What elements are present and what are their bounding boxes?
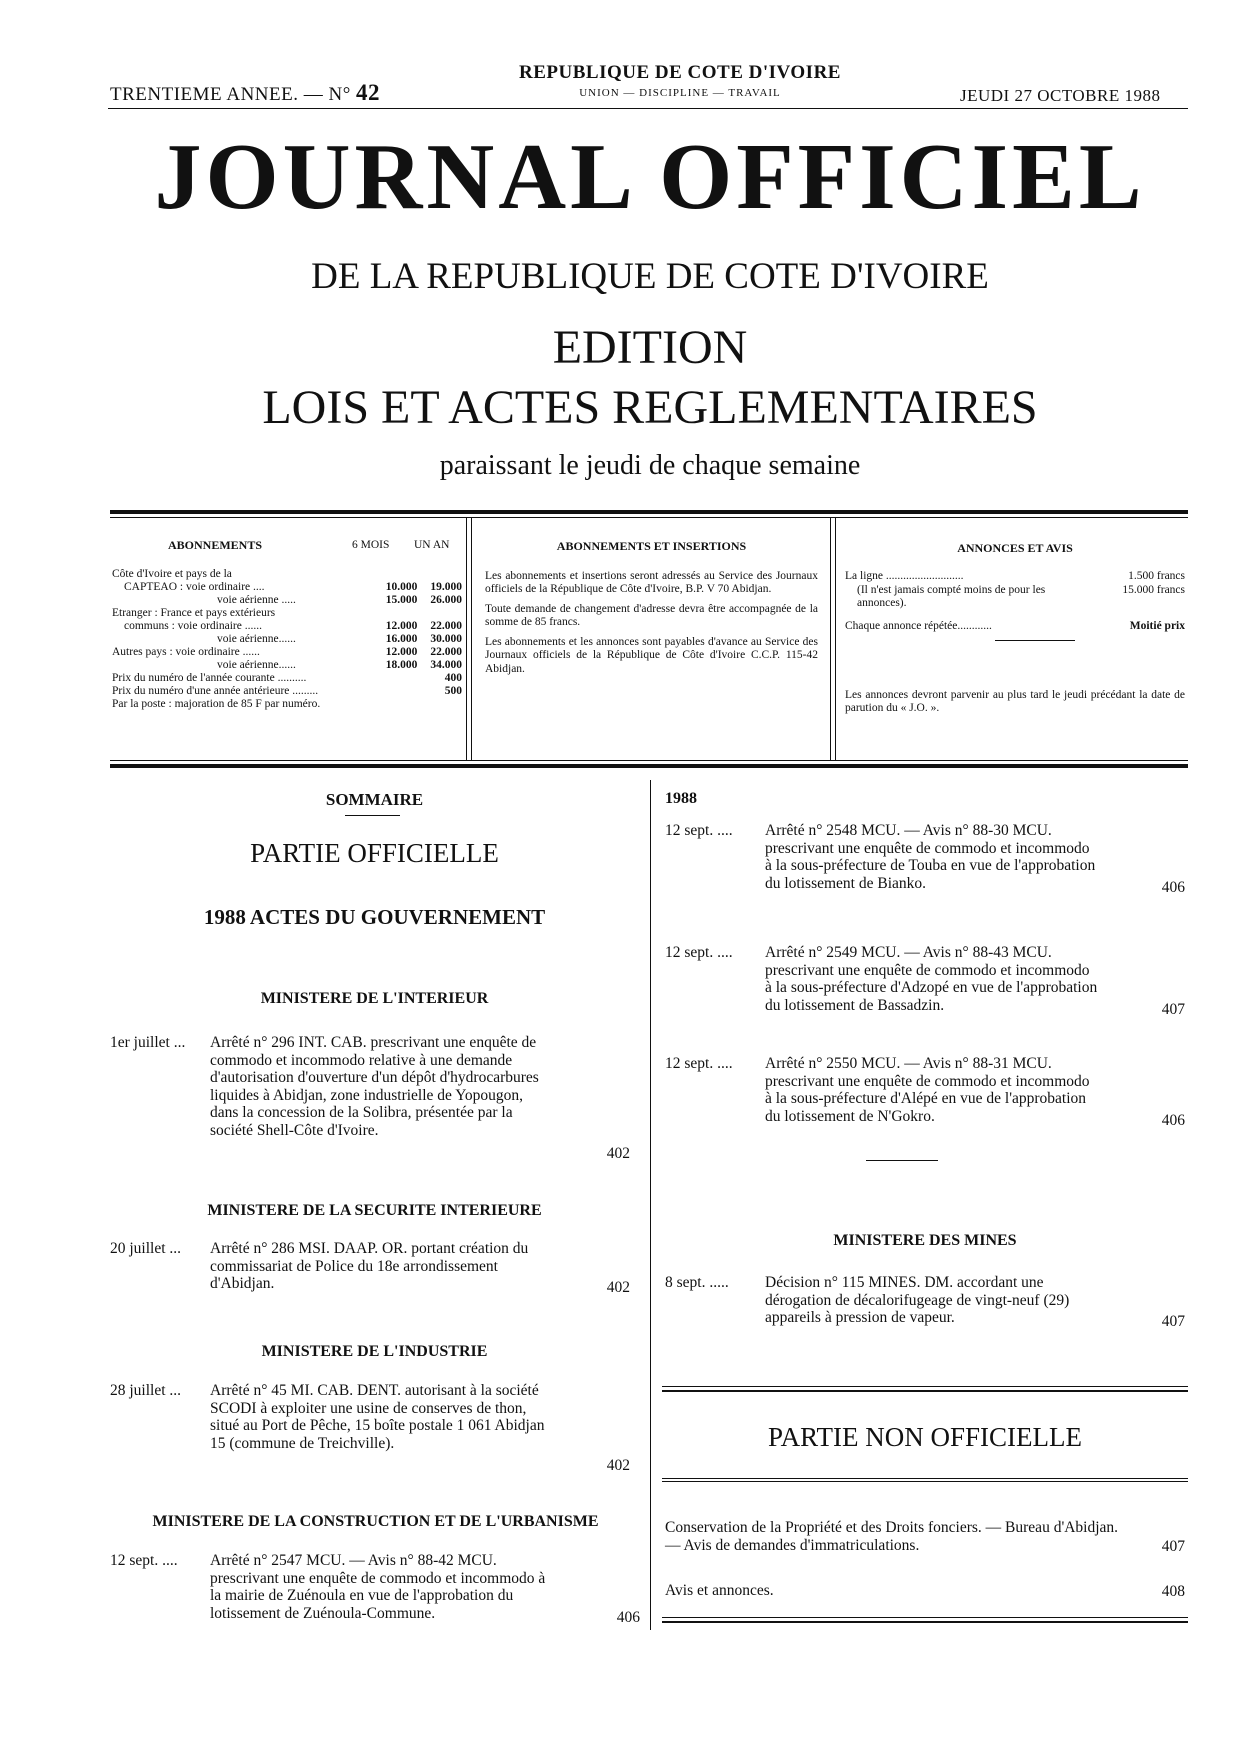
actes-heading: 1988 ACTES DU GOUVERNEMENT [203, 905, 546, 929]
table-cell: 15.000 [385, 594, 418, 606]
box-bottom-rule-thin [110, 760, 1188, 761]
table-row [112, 633, 462, 646]
issue-number-value: 42 [356, 80, 381, 105]
repete-price: Moitié prix [1129, 619, 1185, 632]
entry-date: 12 sept. .... [665, 1055, 733, 1072]
divider [662, 1386, 1188, 1387]
table-cell: communs : voie ordinaire ...... [124, 620, 262, 632]
entry-page: 407 [1161, 1537, 1185, 1555]
entry-date: 12 sept. .... [110, 1552, 178, 1569]
column-divider [650, 780, 651, 1630]
edition-name: LOIS ET ACTES REGLEMENTAIRES [262, 381, 1038, 434]
entry-page: 402 [606, 1144, 630, 1162]
entry-date: 12 sept. .... [665, 944, 733, 961]
box-bottom-rule [110, 764, 1188, 768]
edition-label: EDITION [552, 321, 748, 374]
table-cell: Prix du numéro d'une année antérieure ......... [112, 685, 319, 697]
subscriptions-heading: ABONNEMENTS [168, 538, 263, 552]
entry-text: Arrêté n° 45 MI. CAB. DENT. autorisant à la société SCODI à exploiter une usine de conserves de thon, situé au Port de Pêche, 15 boîte postale 1 061 Abidjan 15 (commune de Treichville). [210, 1382, 545, 1452]
year-heading: 1988 [665, 790, 697, 807]
insertions-panel [485, 540, 818, 676]
entry-date: 1er juillet ... [110, 1034, 186, 1051]
box-divider [830, 518, 831, 760]
entry-page: 402 [606, 1278, 630, 1296]
list-item [665, 1274, 1185, 1330]
box-divider [835, 518, 836, 760]
partie-non-officielle-heading: PARTIE NON OFFICIELLE [768, 1422, 1082, 1452]
ligne-label: La ligne ........................... [845, 569, 964, 582]
table-cell: 22.000 [430, 620, 462, 632]
table-cell: 19.000 [430, 581, 462, 593]
list-item [110, 1552, 640, 1626]
divider [662, 1617, 1188, 1618]
entry-text: Décision n° 115 MINES. DM. accordant une dérogation de décalorifugeage de vingt-neuf (29) appareils à pression de vapeur. [765, 1274, 1070, 1326]
entry-text: Arrêté n° 286 MSI. DAAP. OR. portant création du commissariat de Police du 18e arrondissement d'Abidjan. [210, 1240, 529, 1292]
entry-text: Arrêté n° 2548 MCU. — Avis n° 88-30 MCU. prescrivant une enquête de commodo et incommodo à la sous-préfecture de Touba en vue de l'approbation du lotissement de Bianko. [765, 822, 1096, 892]
insertions-heading: ABONNEMENTS ET INSERTIONS [556, 539, 747, 553]
issue-date: JEUDI 27 OCTOBRE 1988 [960, 86, 1161, 105]
table-cell: 22.000 [430, 646, 462, 658]
republic-header [440, 62, 920, 99]
issue-number [110, 80, 380, 106]
divider [662, 1621, 1188, 1623]
table-cell [417, 698, 462, 711]
col-6mois: 6 MOIS [352, 539, 390, 551]
list-item [665, 1055, 1185, 1129]
table-cell: 12.000 [385, 646, 418, 658]
insertions-address: Les abonnements et insertions seront adressés au Service des Journaux officiels de la République de Côte d'Ivoire, B.P. V 70 Abidjan. [485, 569, 818, 595]
ministere-industrie: MINISTERE DE L'INDUSTRIE [261, 1343, 488, 1360]
entry-text: Arrêté n° 2547 MCU. — Avis n° 88-42 MCU. prescrivant une enquête de commodo et incommodo à la mairie de Zuénoula en vue de l'approbation du lotissement de Zuénoula-Commune. [210, 1552, 546, 1622]
table-row [112, 581, 462, 594]
table-row [112, 646, 462, 659]
table-cell [370, 672, 417, 685]
entry-date: 12 sept. .... [665, 822, 733, 839]
table-row [112, 685, 462, 698]
table-cell: 16.000 [385, 633, 418, 645]
table-row [112, 568, 462, 581]
table-cell [417, 568, 462, 581]
entry-text: Conservation de la Propriété et des Droits fonciers. — Bureau d'Abidjan. — Avis de demandes d'immatriculations. [665, 1519, 1119, 1554]
table-cell [370, 568, 417, 581]
entry-text: Arrêté n° 2550 MCU. — Avis n° 88-31 MCU. prescrivant une enquête de commodo et incommodo à la sous-préfecture d'Alépé en vue de l'approbation du lotissement de N'Gokro. [765, 1055, 1090, 1125]
table-cell: 30.000 [430, 633, 462, 645]
table-cell: Etranger : France et pays extérieurs [112, 607, 276, 619]
table-cell: Prix du numéro de l'année courante .......... [112, 672, 307, 684]
table-cell: Autres pays : voie ordinaire ...... [112, 646, 260, 658]
box-top-rule [110, 510, 1188, 514]
table-cell [417, 607, 462, 620]
table-cell: Côte d'Ivoire et pays de la [112, 568, 232, 580]
list-item [665, 944, 1185, 1018]
list-item [665, 822, 1185, 896]
table-cell: 10.000 [385, 581, 418, 593]
box-top-rule-thin [110, 517, 1188, 518]
divider [345, 815, 400, 816]
box-divider [466, 518, 467, 760]
box-divider [471, 518, 472, 760]
table-cell [370, 685, 417, 698]
ligne-price: 1.500 francs [1128, 569, 1185, 582]
repete-label: Chaque annonce répétée............ [845, 619, 992, 632]
ligne-min: 15.000 francs [1122, 583, 1185, 596]
subscription-table [112, 568, 462, 711]
divider [662, 1481, 1188, 1482]
entry-date: 20 juillet ... [110, 1240, 182, 1257]
entry-text: Avis et annonces. [665, 1582, 774, 1599]
entry-page: 406 [1161, 878, 1185, 896]
table-row [112, 594, 462, 607]
table-cell [370, 607, 417, 620]
entry-page: 406 [616, 1608, 640, 1626]
journal-subtitle: DE LA REPUBLIQUE DE COTE D'IVOIRE [311, 256, 989, 297]
republic-name: REPUBLIQUE DE COTE D'IVOIRE [519, 62, 841, 83]
divider [108, 108, 1188, 109]
table-cell: 12.000 [385, 620, 418, 632]
entry-date: 28 juillet ... [110, 1382, 182, 1399]
table-cell: 26.000 [430, 594, 462, 606]
partie-officielle-heading: PARTIE OFFICIELLE [250, 838, 499, 868]
list-item [665, 1519, 1185, 1555]
table-cell: 400 [444, 672, 462, 684]
entry-text: Arrêté n° 296 INT. CAB. prescrivant une enquête de commodo et incommodo relative à une demande d'autorisation d'ouverture d'un dépôt d'hydrocarbures liquides à Abidjan, zone industrielle de Yopougon, dans la concession de la Solibra, présentée par la société Shell-Côte d'Ivoire. [210, 1034, 539, 1139]
ligne-note: (Il n'est jamais compté moins de pour les annonces). [857, 583, 1046, 609]
entry-page: 407 [1161, 1000, 1185, 1018]
entry-page: 402 [606, 1456, 630, 1474]
annonces-heading: ANNONCES ET AVIS [957, 541, 1073, 555]
list-item [110, 1034, 640, 1162]
entry-page: 406 [1161, 1111, 1185, 1129]
insertions-payment: Les abonnements et les annonces sont payables d'avance au Service des Journaux officiels de la République de Côte d'Ivoire C.C.P. 115-42 Abidjan. [485, 635, 818, 675]
issue-label: TRENTIEME ANNEE. — N° [110, 84, 351, 105]
ministere-interieur: MINISTERE DE L'INTERIEUR [260, 990, 489, 1007]
table-row [112, 607, 462, 620]
ministere-securite: MINISTERE DE LA SECURITE INTERIEURE [207, 1202, 542, 1219]
publication-frequency: paraissant le jeudi de chaque semaine [439, 450, 861, 481]
table-cell: CAPTEAO : voie ordinaire .... [124, 581, 265, 593]
table-cell: 34.000 [430, 659, 462, 671]
ministere-construction: MINISTERE DE LA CONSTRUCTION ET DE L'URBANISME [152, 1513, 599, 1530]
table-cell: voie aérienne...... [217, 633, 296, 645]
ministere-mines: MINISTERE DES MINES [833, 1232, 1017, 1249]
list-item [110, 1240, 640, 1296]
table-cell: 500 [444, 685, 462, 697]
divider [662, 1390, 1188, 1392]
table-cell: 18.000 [385, 659, 418, 671]
annonces-deadline: Les annonces devront parvenir au plus tard le jeudi précédant la date de parution du « J.O. ». [845, 688, 1185, 714]
table-cell: Par la poste : majoration de 85 F par numéro. [112, 698, 321, 710]
insertions-change-address: Toute demande de changement d'adresse devra être accompagnée de la somme de 85 francs. [485, 602, 818, 628]
table-row [112, 659, 462, 672]
motto: UNION — DISCIPLINE — TRAVAIL [579, 87, 781, 99]
table-row [112, 620, 462, 633]
col-un-an: UN AN [414, 539, 450, 551]
table-cell: voie aérienne ..... [217, 594, 296, 606]
entry-page: 408 [1161, 1582, 1185, 1600]
table-row [112, 672, 462, 685]
list-item [665, 1582, 1185, 1600]
annonces-panel [845, 542, 1185, 716]
table-cell [370, 698, 417, 711]
entry-date: 8 sept. ..... [665, 1274, 729, 1291]
subscriptions-panel [112, 538, 462, 711]
list-item [110, 1382, 640, 1474]
divider [866, 1160, 938, 1161]
entry-text: Arrêté n° 2549 MCU. — Avis n° 88-43 MCU. prescrivant une enquête de commodo et incommodo à la sous-préfecture d'Adzopé en vue de l'approbation du lotissement de Bassadzin. [765, 944, 1098, 1014]
journal-title: JOURNAL OFFICIEL [154, 125, 1146, 229]
divider [995, 640, 1075, 641]
table-row [112, 698, 462, 711]
divider [662, 1478, 1188, 1479]
table-cell: voie aérienne...... [217, 659, 296, 671]
sommaire-title: SOMMAIRE [325, 790, 424, 809]
entry-page: 407 [1161, 1312, 1185, 1330]
